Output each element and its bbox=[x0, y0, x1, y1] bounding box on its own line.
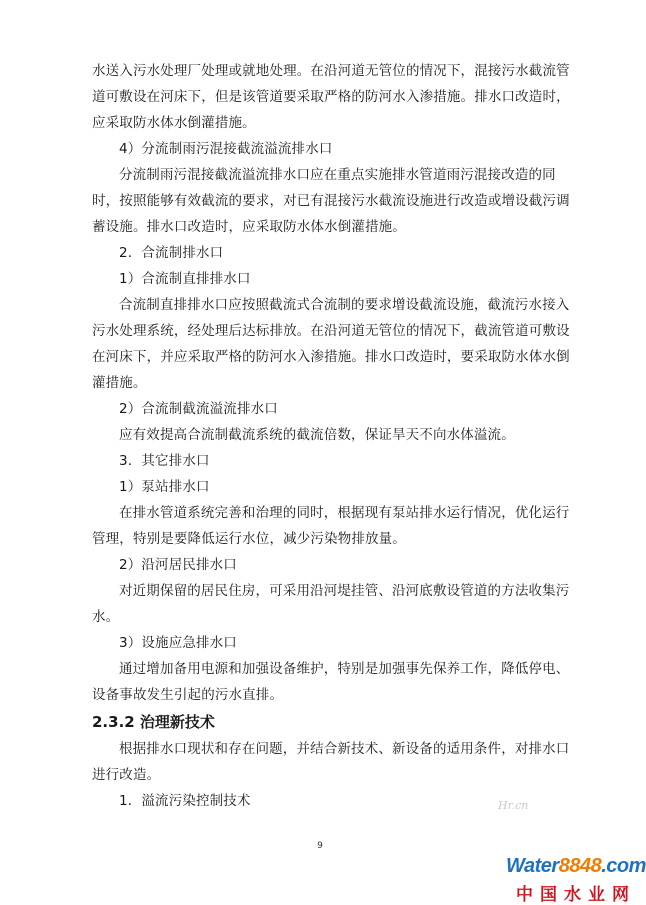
list-heading: 3．其它排水口 bbox=[119, 453, 210, 469]
logo-word-number: 8848 bbox=[558, 855, 602, 877]
faint-watermark: Hr.cn bbox=[498, 799, 529, 812]
list-heading: 1）泵站排水口 bbox=[119, 479, 210, 495]
list-heading: 1）合流制直排排水口 bbox=[119, 271, 251, 287]
paragraph-line: 分流制雨污混接截流溢流排水口应在重点实施排水管道雨污混接改造的同 bbox=[119, 167, 556, 183]
logo-word-water: Water bbox=[506, 855, 559, 877]
list-heading: 1．溢流污染控制技术 bbox=[119, 793, 251, 809]
paragraph-line: 对近期保留的居民住房，可采用沿河堤挂管、沿河底敷设管道的方法收集污 bbox=[119, 583, 570, 599]
paragraph-line: 设备事故发生引起的污水直排。 bbox=[92, 687, 284, 703]
list-heading: 2）沿河居民排水口 bbox=[119, 557, 237, 573]
logo-chinese-name: 中国水业网 bbox=[516, 885, 636, 905]
paragraph-line: 污水处理系统，经处理后达标排放。在沿河道无管位的情况下，截流管道可敷设 bbox=[92, 323, 570, 339]
paragraph-line: 通过增加备用电源和加强设备维护，特别是加强事先保养工作，降低停电、 bbox=[119, 661, 570, 677]
paragraph-line: 水送入污水处理厂处理或就地处理。在沿河道无管位的情况下，混接污水截流管 bbox=[92, 63, 570, 79]
paragraph-line: 应有效提高合流制截流系统的截流倍数，保证旱天不向水体溢流。 bbox=[119, 427, 515, 443]
page-number: 9 bbox=[317, 841, 323, 851]
paragraph-line: 管理，特别是要降低运行水位，减少污染物排放量。 bbox=[92, 531, 406, 547]
list-heading: 2．合流制排水口 bbox=[119, 245, 224, 261]
water8848-logo bbox=[506, 855, 646, 905]
paragraph-line: 道可敷设在河床下，但是该管道要采取严格的防河水入渗措施。排水口改造时， bbox=[92, 89, 570, 105]
list-heading: 3）设施应急排水口 bbox=[119, 635, 237, 651]
logo-wordmark bbox=[506, 855, 646, 878]
paragraph-line: 进行改造。 bbox=[92, 767, 161, 783]
paragraph-line: 在河床下，并应采取严格的防河水入渗措施。排水口改造时，要采取防水体水倒 bbox=[92, 349, 570, 365]
paragraph-line: 应采取防水体水倒灌措施。 bbox=[92, 115, 256, 131]
list-heading: 4）分流制雨污混接截流溢流排水口 bbox=[119, 141, 333, 157]
paragraph-line: 时，按照能够有效截流的要求，对已有混接污水截流设施进行改造或增设截污调 bbox=[92, 193, 570, 209]
list-heading: 2）合流制截流溢流排水口 bbox=[119, 401, 278, 417]
paragraph-line: 灌措施。 bbox=[92, 375, 147, 391]
section-heading: 2.3.2 治理新技术 bbox=[92, 713, 215, 731]
paragraph-line: 在排水管道系统完善和治理的同时，根据现有泵站排水运行情况，优化运行 bbox=[119, 505, 570, 521]
paragraph-line: 合流制直排排水口应按照截流式合流制的要求增设截流设施，截流污水接入 bbox=[119, 297, 570, 313]
paragraph-line: 蓄设施。排水口改造时，应采取防水体水倒灌措施。 bbox=[92, 219, 406, 235]
paragraph-line: 水。 bbox=[92, 609, 120, 625]
paragraph-line: 根据排水口现状和存在问题，并结合新技术、新设备的适用条件，对排水口 bbox=[119, 741, 570, 757]
logo-word-domain: .com bbox=[601, 855, 646, 877]
